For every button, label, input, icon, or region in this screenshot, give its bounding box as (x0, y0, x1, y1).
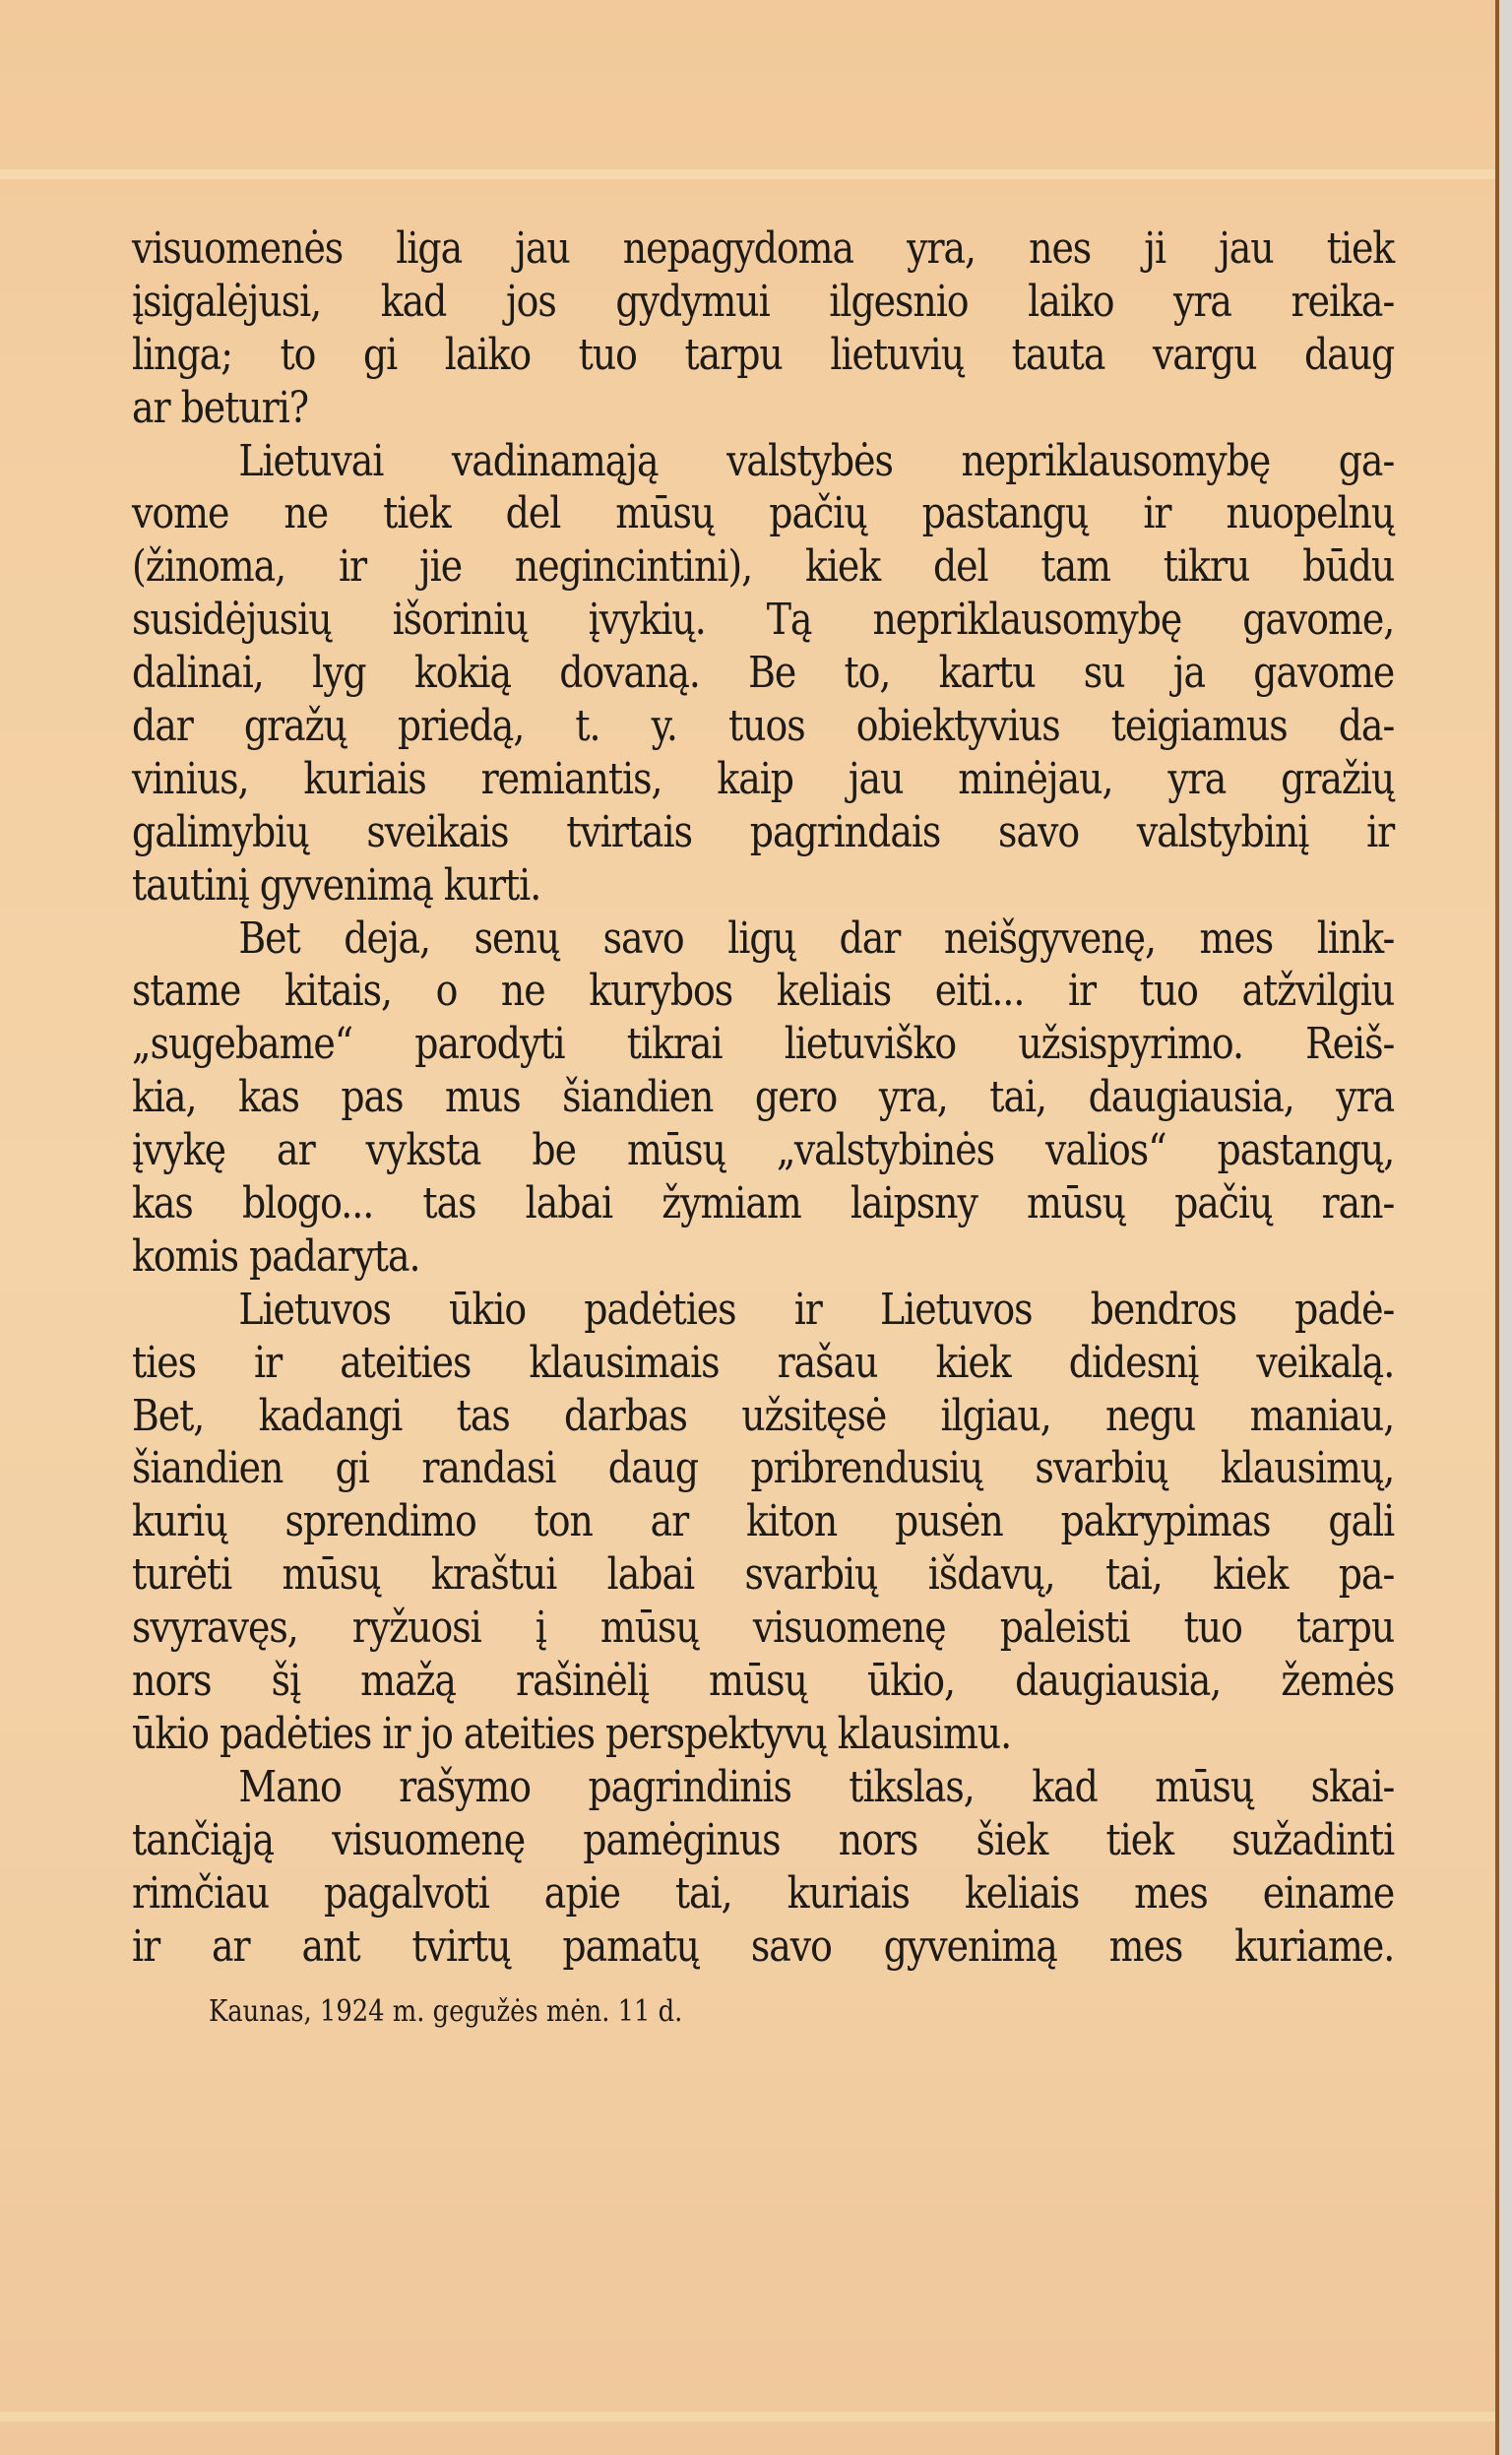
text-line: vinius, kuriais remiantis, kaip jau minėjau, yra gražių (132, 753, 1395, 804)
text-line: tančiąją visuomenę pamėginus nors šiek tiek sužadinti (132, 1814, 1395, 1865)
text-line: dalinai, lyg kokią dovaną. Be to, kartu su ja gavome (132, 648, 1395, 699)
text-line: šiandien gi randasi daug pribrendusių svarbių klausimų, (132, 1443, 1395, 1494)
text-line: Bet deja, senų savo ligų dar neišgyvenę, mes link- (238, 913, 1395, 964)
paper-fold (0, 169, 1498, 179)
text-line: ties ir ateities klausimais rašau kiek didesnį veikalą. (132, 1337, 1395, 1388)
text-line: tautinį gyvenimą kurti. (132, 859, 541, 911)
text-line: kurių sprendimo ton ar kiton pusėn pakrypimas gali (132, 1496, 1395, 1547)
text-line: turėti mūsų kraštui labai svarbių išdavų, tai, kiek pa- (132, 1549, 1395, 1601)
text-line: dar gražų priedą, t. y. tuos obiektyvius teigiamus da- (132, 701, 1395, 752)
text-line: (žinoma, ir jie negincintini), kiek del tam tikru būdu (132, 541, 1395, 593)
text-line: Mano rašymo pagrindinis tikslas, kad mūsų skai- (238, 1761, 1395, 1812)
text-line: rimčiau pagalvoti apie tai, kuriais keliais mes einame (132, 1867, 1395, 1919)
text-line: stame kitais, o ne kurybos keliais eiti... ir tuo atžvilgiu (132, 966, 1395, 1017)
body-text (132, 222, 1394, 1973)
text-line: įsigalėjusi, kad jos gydymui ilgesnio laiko yra reika- (132, 276, 1395, 327)
text-line: linga; to gi laiko tuo tarpu lietuvių tauta vargu daug (132, 329, 1395, 380)
text-line: svyravęs, ryžuosi į mūsų visuomenę paleisti tuo tarpu (132, 1603, 1395, 1654)
text-line: visuomenės liga jau nepagydoma yra, nes ji jau tiek (132, 223, 1395, 274)
text-line: ar beturi? (132, 382, 309, 433)
text-line: galimybių sveikais tvirtais pagrindais savo valstybinį ir (132, 806, 1395, 857)
text-line: ir ar ant tvirtų pamatų savo gyvenimą mes kuriame. (132, 1920, 1395, 1972)
text-line: kia, kas pas mus šiandien gero yra, tai, daugiausia, yra (132, 1072, 1395, 1123)
text-line: ūkio padėties ir jo ateities perspektyvų klausimu. (132, 1708, 1012, 1759)
text-line: įvykę ar vyksta be mūsų „valstybinės valios“ pastangų, (132, 1125, 1395, 1176)
text-line: Lietuvos ūkio padėties ir Lietuvos bendros padė- (238, 1284, 1395, 1335)
paper-fold (0, 2412, 1498, 2422)
text-line: kas blogo... tas labai žymiam laipsny mūsų pačių ran- (132, 1178, 1395, 1229)
text-line: Lietuvai vadinamąją valstybės nepriklausomybę ga- (238, 435, 1395, 486)
text-line: vome ne tiek del mūsų pačių pastangų ir nuopelnų (132, 488, 1395, 539)
page-margin-strip (1499, 0, 1512, 2455)
text-line: Bet, kadangi tas darbas užsitęsė ilgiau, negu maniau, (132, 1390, 1395, 1441)
date-line: Kaunas, 1924 m. gegužės mėn. 11 d. (209, 1994, 683, 2029)
text-line: nors šį mažą rašinėlį mūsų ūkio, daugiausia, žemės (132, 1656, 1395, 1707)
text-line: „sugebame“ parodyti tikrai lietuviško užsispyrimo. Reiš- (132, 1019, 1395, 1070)
text-line: komis padaryta. (132, 1230, 420, 1282)
text-line: susidėjusių išorinių įvykių. Tą nepriklausomybę gavome, (132, 595, 1395, 646)
